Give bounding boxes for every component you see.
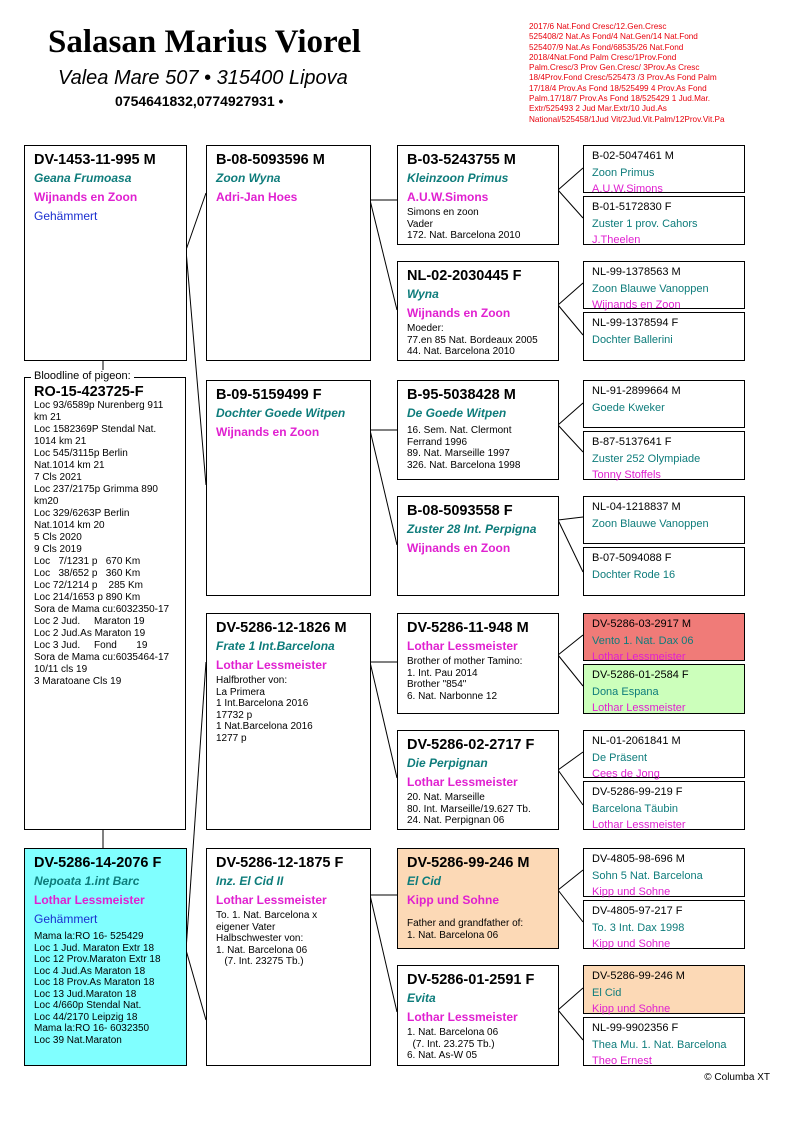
grandparent-ring: B-08-5093596 M: [216, 152, 325, 168]
connector-line: [558, 425, 583, 452]
dam-card[interactable]: [24, 848, 187, 1066]
ancestor-ring: NL-99-1378563 M: [592, 266, 681, 278]
result-line: 2017/6 Nat.Fond Cresc/12.Gen.Cresc: [529, 22, 667, 31]
note-line: 16. Sem. Nat. Clermont: [407, 425, 512, 436]
ancestor-breeder: Tonny Stoffels: [592, 469, 661, 481]
ggp-ring: DV-5286-01-2591 F: [407, 972, 535, 988]
connector-line: [186, 250, 206, 485]
ggp-name: El Cid: [407, 874, 442, 888]
dam-extra: Gehämmert: [34, 912, 98, 926]
ancestor-breeder: Cees de Jong: [592, 768, 660, 780]
ancestor-ring: DV-5286-99-246 M: [592, 970, 685, 982]
grandparent-ring: B-09-5159499 F: [216, 387, 322, 403]
ggp-notes: [407, 207, 549, 242]
ancestor-ring: B-07-5094088 F: [592, 552, 672, 564]
ggp-breeder: A.U.W.Simons: [407, 190, 489, 204]
note-line: Moeder:: [407, 323, 444, 334]
ggp-notes: [407, 323, 549, 358]
result-line: 525408/2 Nat.As Fond/4 Nat.Gen/14 Nat.Fond: [529, 32, 698, 42]
great-grandparent-card[interactable]: [397, 613, 559, 714]
note-line: eigener Vater: [216, 921, 276, 933]
owner-address: Valea Mare 507 • 315400 Lipova: [58, 67, 348, 89]
note-line: (7. Int. 23275 Tb.): [216, 956, 304, 967]
connector-line: [558, 190, 583, 218]
ancestor-ring: DV-5286-99-219 F: [592, 786, 683, 798]
connector-line: [558, 870, 583, 890]
connector-line: [558, 890, 583, 922]
note-line: 1 Int.Barcelona 2016: [216, 698, 309, 709]
dam-note-line: Loc 12 Prov.Maraton Extr 18: [34, 954, 161, 965]
note-line: 89. Nat. Marseille 1997: [407, 448, 510, 459]
bloodline-line: Loc 38/652 p 360 Km: [34, 568, 141, 579]
connector-line: [370, 430, 397, 545]
owner-phone: 0754641832,0774927931 •: [115, 93, 284, 109]
dam-breeder: Lothar Lessmeister: [34, 893, 145, 907]
note-line: [407, 910, 549, 918]
grandparent-breeder: Lothar Lessmeister: [216, 658, 327, 672]
ancestor-name: El Cid: [592, 986, 622, 999]
great-grandparent-card[interactable]: [397, 380, 559, 480]
bloodline-line: Loc 329/6263P Berlin: [34, 508, 130, 519]
ancestor-ring: DV-4805-98-696 M: [592, 853, 685, 865]
connector-line: [370, 200, 397, 310]
connector-line: [370, 662, 397, 778]
connector-line: [186, 950, 206, 1020]
bloodline-line: 3 Maratoane Cls 19: [34, 676, 122, 687]
bloodline-line: Loc 2 Jud. Maraton 19: [34, 616, 145, 627]
dam-note-line: Loc 1 Jud. Maraton Extr 18: [34, 942, 155, 954]
ancestor-card[interactable]: [583, 312, 745, 361]
ancestor-name: To. 3 Int. Dax 1998: [592, 921, 685, 934]
ancestor-ring: B-87-5137641 F: [592, 436, 672, 448]
grandparent-breeder: Adri-Jan Hoes: [216, 190, 298, 204]
bloodline-line: km 21: [34, 412, 62, 423]
connector-line: [186, 662, 206, 950]
connector-line: [558, 770, 583, 805]
note-line: La Primera: [216, 686, 265, 698]
bloodline-ring: RO-15-423725-F: [34, 384, 144, 400]
ggp-breeder: Wijnands en Zoon: [407, 306, 511, 320]
dam-note-line: Loc 39 Nat.Maraton: [34, 1034, 122, 1046]
grandparent-breeder: Lothar Lessmeister: [216, 893, 327, 907]
grandparent-name: Zoon Wyna: [216, 171, 281, 185]
bloodline-line: 5 Cls 2020: [34, 532, 82, 543]
ggp-ring: B-03-5243755 M: [407, 152, 516, 168]
bloodline-line: Sora de Mama cu:6032350-17: [34, 604, 170, 615]
bloodline-line: km20: [34, 496, 59, 507]
ancestor-name: De Präsent: [592, 751, 648, 764]
ancestor-breeder: Lothar Lessmeister: [592, 819, 686, 831]
connector-line: [558, 635, 583, 655]
note-line: Halbschwester von:: [216, 933, 304, 944]
connector-line: [558, 403, 583, 425]
ggp-name: De Goede Witpen: [407, 406, 507, 420]
bloodline-line: Sora de Mama cu:6035464-17: [34, 652, 170, 663]
ancestor-card[interactable]: [583, 664, 745, 714]
ancestor-name: Zuster 252 Olympiade: [592, 452, 701, 465]
ancestor-name: Goede Kweker: [592, 401, 665, 414]
ggp-notes: [407, 425, 549, 471]
note-line: Brother "854": [407, 679, 467, 690]
great-grandparent-card[interactable]: [397, 730, 559, 830]
connector-line: [558, 752, 583, 770]
note-line: 1. Nat. Barcelona 06: [407, 929, 499, 941]
bloodline-title: Bloodline of pigeon:: [31, 370, 134, 382]
ancestor-ring: NL-04-1218837 M: [592, 501, 681, 513]
dam-note-line: Loc 18 Prov.As Maraton 18: [34, 977, 155, 988]
ggp-name: Zuster 28 Int. Perpigna: [407, 522, 537, 536]
ancestor-ring: NL-99-9902356 F: [592, 1022, 679, 1034]
note-line: Vader: [407, 218, 433, 230]
note-line: To. 1. Nat. Barcelona x: [216, 910, 318, 921]
ancestor-ring: B-02-5047461 M: [592, 150, 674, 162]
note-line: 1. Nat. Barcelona 06: [216, 944, 308, 956]
ancestor-name: Sohn 5 Nat. Barcelona: [592, 869, 703, 882]
ancestor-ring: B-01-5172830 F: [592, 201, 672, 213]
result-line: 2018/4Nat.Fond Palm Cresc/1Prov.Fond: [529, 52, 677, 62]
great-grandparent-card[interactable]: [397, 965, 559, 1066]
grandparent-name: Inz. El Cid II: [216, 874, 284, 888]
grandparent-ring: DV-5286-12-1875 F: [216, 855, 344, 871]
dam-note-line: Mama la:RO 16- 525429: [34, 931, 144, 942]
note-line: (7. Int. 23.275 Tb.): [407, 1038, 495, 1050]
grandparent-card[interactable]: [206, 380, 371, 596]
great-grandparent-card[interactable]: [397, 145, 559, 245]
bloodline-line: Loc 1582369P Stendal Nat.: [34, 424, 157, 435]
ggp-ring: B-95-5038428 M: [407, 387, 516, 403]
ggp-ring: NL-02-2030445 F: [407, 268, 522, 284]
bloodline-line: Loc 237/2175p Grimma 890: [34, 484, 158, 495]
note-line: Halfbrother von:: [216, 675, 288, 686]
ggp-name: Kleinzoon Primus: [407, 171, 509, 185]
ggp-notes: [407, 910, 549, 941]
note-line: Brother of mother Tamino:: [407, 656, 523, 667]
note-line: 1. Nat. Barcelona 06: [407, 1027, 499, 1038]
note-line: 17732 p: [216, 709, 253, 721]
ancestor-breeder: J.Theelen: [592, 234, 641, 246]
grandparent-ring: DV-5286-12-1826 M: [216, 620, 347, 636]
bloodline-line: 7 Cls 2021: [34, 472, 82, 483]
ancestor-card[interactable]: [583, 965, 745, 1014]
grandparent-notes: [216, 675, 361, 744]
ancestor-breeder: Theo Ernest: [592, 1055, 652, 1067]
grandparent-name: Dochter Goede Witpen: [216, 406, 346, 420]
connector-line: [558, 517, 583, 520]
grandparent-card[interactable]: [206, 145, 371, 361]
ggp-breeder: Lothar Lessmeister: [407, 775, 518, 789]
bloodline-line: Loc 93/6589p Nurenberg 911: [34, 400, 164, 411]
note-line: 24. Nat. Perpignan 06: [407, 815, 505, 826]
bloodline-line: 1014 km 21: [34, 436, 87, 447]
result-line: National/525458/1Jud Vit/2Jud.Vit.Palm/12Prov.Vit.Pa: [529, 114, 725, 124]
ancestor-ring: DV-5286-03-2917 M: [592, 618, 692, 630]
ggp-ring: B-08-5093558 F: [407, 503, 513, 519]
ggp-breeder: Lothar Lessmeister: [407, 1010, 518, 1024]
ggp-name: Wyna: [407, 287, 439, 301]
footer-copyright: © Columba XT: [704, 1072, 770, 1083]
ancestor-card[interactable]: [583, 730, 745, 778]
ancestor-breeder: Lothar Lessmeister: [592, 702, 686, 714]
ggp-name: Die Perpignan: [407, 756, 488, 770]
dam-notes: [34, 931, 177, 1046]
ggp-notes: [407, 1027, 549, 1062]
result-line: 525407/9 Nat.As Fond/68535/26 Nat.Fond: [529, 42, 684, 52]
bloodline-line: Loc 72/1214 p 285 Km: [34, 580, 143, 591]
ggp-breeder: Lothar Lessmeister: [407, 639, 518, 653]
connector-line: [186, 193, 206, 250]
ancestor-card[interactable]: [583, 261, 745, 309]
ancestor-ring: DV-4805-97-217 F: [592, 905, 683, 917]
bloodline-line: Loc 2 Jud.As Maraton 19: [34, 628, 146, 639]
note-line: 1277 p: [216, 732, 247, 744]
ancestor-card[interactable]: [583, 613, 745, 661]
result-line: Extr/525493 2 Jud Mar.Extr/10 Jud.As: [529, 104, 667, 114]
result-line: 17/18/4 Prov.As Fond 18/525499 4 Prov.As Fond: [529, 83, 707, 93]
note-line: 326. Nat. Barcelona 1998: [407, 459, 521, 471]
sire-ring: DV-1453-11-995 M: [34, 152, 156, 168]
connector-line: [558, 655, 583, 686]
ancestor-breeder: Kipp und Sohne: [592, 938, 671, 950]
grandparent-card[interactable]: [206, 613, 371, 830]
ancestor-name: Dochter Ballerini: [592, 333, 673, 346]
ancestor-card[interactable]: [583, 781, 745, 830]
connector-line: [558, 168, 583, 190]
grandparent-card[interactable]: [206, 848, 371, 1066]
bloodline-box: [24, 370, 186, 830]
result-line: 18/4Prov.Fond Cresc/525473 /3 Prov.As Fond Palm: [529, 73, 717, 83]
bloodline-line: Loc 7/1231 p 670 Km: [34, 556, 141, 567]
note-line: 77.en 85 Nat. Bordeaux 2005: [407, 334, 538, 346]
ggp-name: Evita: [407, 991, 436, 1005]
ggp-notes: [407, 792, 549, 827]
ggp-breeder: Wijnands en Zoon: [407, 541, 511, 555]
ggp-ring: DV-5286-02-2717 F: [407, 737, 535, 753]
ancestor-card[interactable]: [583, 196, 745, 245]
ancestor-name: Vento 1. Nat. Dax 06: [592, 634, 694, 647]
ancestor-card[interactable]: [583, 380, 745, 428]
connector-line: [558, 520, 583, 572]
ancestor-card[interactable]: [583, 496, 745, 544]
ggp-ring: DV-5286-99-246 M: [407, 855, 530, 871]
ancestor-name: Dochter Rode 16: [592, 568, 676, 581]
sire-breeder: Wijnands en Zoon: [34, 190, 138, 204]
bloodline-line: Loc 545/3115p Berlin: [34, 448, 128, 459]
ancestor-breeder: Lothar Lessmeister: [592, 651, 686, 663]
grandparent-notes: [216, 910, 361, 968]
dam-note-line: Loc 4/660p Stendal Nat.: [34, 1000, 142, 1011]
sire-extra: Gehämmert: [34, 209, 98, 223]
dam-note-line: Loc 4 Jud.As Maraton 18: [34, 965, 146, 977]
sire-name: Geana Frumoasa: [34, 171, 132, 185]
great-grandparent-card[interactable]: [397, 261, 559, 361]
note-line: 6. Nat. Narbonne 12: [407, 690, 498, 702]
note-line: 6. Nat. As-W 05: [407, 1050, 478, 1061]
connector-line: [370, 895, 397, 1012]
great-grandparent-card[interactable]: [397, 496, 559, 596]
connector-line: [558, 305, 583, 335]
dam-note-line: Loc 44/2170 Leipzig 18: [34, 1011, 138, 1023]
owner-name: Salasan Marius Viorel: [48, 24, 361, 60]
ancestor-name: Zoon Blauwe Vanoppen: [592, 517, 709, 530]
grandparent-name: Frate 1 Int.Barcelona: [216, 639, 335, 653]
ggp-breeder: Kipp und Sohne: [407, 893, 499, 907]
ancestor-name: Barcelona Täubin: [592, 802, 679, 815]
ancestor-name: Dona Espana: [592, 685, 659, 698]
dam-note-line: Mama la:RO 16- 6032350: [34, 1023, 150, 1034]
great-grandparent-card[interactable]: [397, 848, 559, 949]
connector-line: [558, 1010, 583, 1040]
ancestor-ring: NL-01-2061841 M: [592, 735, 681, 747]
sire-card[interactable]: [24, 145, 187, 361]
ancestor-card[interactable]: [583, 900, 745, 949]
result-line: Palm.Cresc/3 Prov Gen.Cresc/ 3Prov.As Cresc: [529, 63, 700, 73]
ancestor-ring: NL-99-1378594 F: [592, 317, 679, 329]
ancestor-ring: NL-91-2899664 M: [592, 385, 681, 397]
bloodline-line: Loc 3 Jud. Fond 19: [34, 640, 148, 651]
connector-line: [558, 988, 583, 1010]
ggp-ring: DV-5286-11-948 M: [407, 620, 529, 636]
note-line: 80. Int. Marseille/19.627 Tb.: [407, 803, 531, 815]
result-line: Palm.17/18/7 Prov.As Fond 18/525429 1 Jud.Mar.: [529, 94, 710, 104]
ancestor-breeder: A.U.W.Simons: [592, 183, 663, 195]
bloodline-line: 10/11 cls 19: [34, 664, 88, 675]
note-line: Father and grandfather of:: [407, 918, 524, 929]
ancestor-card[interactable]: [583, 431, 745, 480]
ancestor-breeder: Wijnands en Zoon: [592, 299, 681, 311]
connector-line: [558, 283, 583, 305]
ancestor-name: Thea Mu. 1. Nat. Barcelona: [592, 1038, 727, 1051]
bloodline-line: Loc 214/1653 p 890 Km: [34, 592, 141, 603]
ancestor-ring: DV-5286-01-2584 F: [592, 669, 689, 681]
ancestor-card[interactable]: [583, 848, 745, 897]
note-line: Ferrand 1996: [407, 436, 468, 448]
note-line: 44. Nat. Barcelona 2010: [407, 346, 515, 357]
note-line: Simons en zoon: [407, 207, 479, 218]
dam-note-line: Loc 13 Jud.Maraton 18: [34, 988, 137, 1000]
note-line: 1 Nat.Barcelona 2016: [216, 721, 313, 732]
bloodline-line: Nat.1014 km 20: [34, 520, 105, 531]
ggp-notes: [407, 656, 549, 702]
ancestor-breeder: Kipp und Sohne: [592, 1003, 671, 1015]
ancestor-card[interactable]: [583, 547, 745, 596]
ancestor-name: Zoon Blauwe Vanoppen: [592, 282, 709, 295]
note-line: 1. Int. Pau 2014: [407, 667, 478, 679]
grandparent-breeder: Wijnands en Zoon: [216, 425, 320, 439]
note-line: 20. Nat. Marseille: [407, 792, 485, 803]
ancestor-name: Zoon Primus: [592, 166, 655, 179]
bloodline-line: 9 Cls 2019: [34, 544, 82, 555]
ancestor-name: Zuster 1 prov. Cahors: [592, 217, 698, 230]
dam-ring: DV-5286-14-2076 F: [34, 855, 162, 871]
ancestor-card[interactable]: [583, 1017, 745, 1066]
bloodline-line: Nat.1014 km 21: [34, 460, 105, 471]
dam-name: Nepoata 1.int Barc: [34, 874, 140, 888]
note-line: 172. Nat. Barcelona 2010: [407, 230, 521, 241]
ancestor-card[interactable]: [583, 145, 745, 193]
ancestor-breeder: Kipp und Sohne: [592, 886, 671, 898]
